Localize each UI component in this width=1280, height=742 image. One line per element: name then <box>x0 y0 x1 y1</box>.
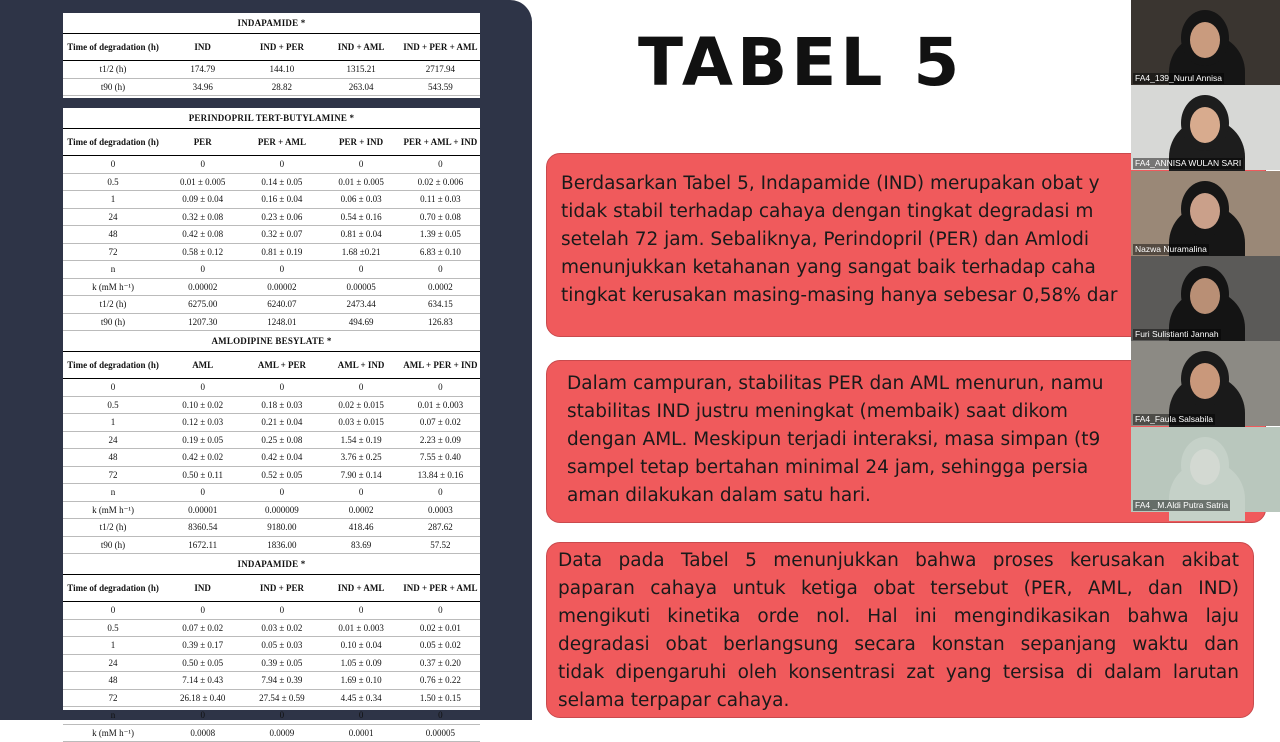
table-header-row <box>63 129 480 156</box>
table-row <box>63 414 480 432</box>
table-cell: 1672.11 <box>163 536 242 554</box>
table-cell: 287.62 <box>401 519 480 537</box>
table-cell: n <box>63 261 163 279</box>
table-row <box>63 672 480 690</box>
table-cell: 0 <box>322 379 401 397</box>
table-cell: 0 <box>242 261 321 279</box>
table-cell: 0.02 ± 0.006 <box>401 173 480 191</box>
table-cell: 0 <box>163 156 242 174</box>
table-cell: 0.52 ± 0.05 <box>242 466 321 484</box>
table-column-header: AML + IND <box>322 352 401 379</box>
table-row <box>63 208 480 226</box>
table-cell: 0.54 ± 0.16 <box>322 208 401 226</box>
text-line: menunjukkan ketahanan yang sangat baik terhadap caha <box>561 257 1096 278</box>
table-cell: 2473.44 <box>322 296 401 314</box>
table-cell: 6275.00 <box>163 296 242 314</box>
table-cell: 8360.54 <box>163 519 242 537</box>
table-cell: 1.54 ± 0.19 <box>322 431 401 449</box>
table-cell: 0.16 ± 0.04 <box>242 191 321 209</box>
text-line: Data pada Tabel 5 menunjukkan bahwa proses kerusakan akibat <box>558 550 1239 571</box>
table-cell: 0 <box>163 602 242 620</box>
table-row <box>63 61 480 79</box>
table-cell: 0 <box>401 156 480 174</box>
table-cell: 83.69 <box>322 536 401 554</box>
table-cell: 0 <box>242 379 321 397</box>
table-cell: 7.55 ± 0.40 <box>401 449 480 467</box>
table-cell: 1.39 ± 0.05 <box>401 226 480 244</box>
table-column-header: IND + PER <box>242 34 321 61</box>
text-line: setelah 72 jam. Sebaliknya, Perindopril (PER) dan Amlodi <box>561 229 1090 250</box>
table-cell: 126.83 <box>401 313 480 331</box>
table-cell: 0.32 ± 0.08 <box>163 208 242 226</box>
table-cell: 0.0009 <box>242 724 321 742</box>
table-cell: 0.58 ± 0.12 <box>163 243 242 261</box>
text-line: dengan AML. Meskipun terjadi interaksi, masa simpan (t9 <box>567 429 1101 450</box>
table-cell: 0.02 ± 0.015 <box>322 396 401 414</box>
table-row <box>63 173 480 191</box>
table-column-header: IND + AML <box>322 575 401 602</box>
text-line: aman dilakukan dalam satu hari. <box>567 485 871 506</box>
table-column-header: Time of degradation (h) <box>63 129 163 156</box>
text-line: tidak dipengaruhi oleh konsentrasi zat yang tersisa di dalam larutan <box>558 662 1239 683</box>
table-cell: t1/2 (h) <box>63 519 163 537</box>
table-cell: 27.54 ± 0.59 <box>242 689 321 707</box>
table-row <box>63 431 480 449</box>
text-line: paparan cahaya untuk ketiga obat tersebut (PER, AML, dan IND) <box>558 578 1239 599</box>
table-column-header: IND <box>163 575 242 602</box>
table-cell: 0.25 ± 0.08 <box>242 431 321 449</box>
table-cell: t1/2 (h) <box>63 61 163 79</box>
table-cell: 0 <box>401 707 480 725</box>
table-cell: 0.00002 <box>242 278 321 296</box>
table-cell: 48 <box>63 672 163 690</box>
table-cell: 0 <box>401 379 480 397</box>
table-cell: 0 <box>322 156 401 174</box>
table-column-header: AML + PER <box>242 352 321 379</box>
text-line: selama terpapar cahaya. <box>558 690 790 711</box>
table-indapamide-summary <box>63 13 480 98</box>
table-cell: 418.46 <box>322 519 401 537</box>
table-column-header: IND + AML <box>322 34 401 61</box>
table-cell: 0 <box>163 261 242 279</box>
text-box-zero-order-kinetics <box>546 542 1254 718</box>
table-cell: 543.59 <box>401 78 480 96</box>
table-column-header: PER + AML <box>242 129 321 156</box>
table-section-title-row <box>63 331 480 352</box>
participant-tile[interactable] <box>1131 256 1280 341</box>
table-cell: n <box>63 707 163 725</box>
participant-name-label: FA4_Faula Salsabila <box>1135 414 1213 425</box>
table-section-title-row <box>63 108 480 129</box>
table-cell: 0 <box>242 602 321 620</box>
text-line: mengikuti kinetika orde nol. Hal ini mengindikasikan bahwa laju <box>558 606 1239 627</box>
table-cell: 0.01 ± 0.003 <box>401 396 480 414</box>
table-section-title: INDAPAMIDE * <box>63 554 480 575</box>
table-column-header: IND + PER <box>242 575 321 602</box>
table-cell: 0.70 ± 0.08 <box>401 208 480 226</box>
table-cell: 0.01 ± 0.003 <box>322 619 401 637</box>
participant-name-label: Nazwa Nuramalina <box>1135 243 1207 254</box>
table-row <box>63 243 480 261</box>
table-row <box>63 313 480 331</box>
slide-title: TABEL 5 <box>638 24 964 101</box>
table-cell: 1207.30 <box>163 313 242 331</box>
table-row <box>63 501 480 519</box>
table-cell: 0.21 ± 0.04 <box>242 414 321 432</box>
table-row <box>63 278 480 296</box>
table-cell: 0.03 ± 0.015 <box>322 414 401 432</box>
table-cell: 0.50 ± 0.11 <box>163 466 242 484</box>
table-row <box>63 156 480 174</box>
table-cell: 13.84 ± 0.16 <box>401 466 480 484</box>
table-cell: 0 <box>322 602 401 620</box>
table-row <box>63 261 480 279</box>
table-cell: 9180.00 <box>242 519 321 537</box>
table-cell: t90 (h) <box>63 536 163 554</box>
table-cell: 0 <box>401 484 480 502</box>
table-cell: 0 <box>163 484 242 502</box>
table-section-title-row <box>63 554 480 575</box>
table-cell: 0.5 <box>63 619 163 637</box>
table-cell: 0.01 ± 0.005 <box>163 173 242 191</box>
table-cell: 2.23 ± 0.09 <box>401 431 480 449</box>
table-cell: k (mM h⁻¹) <box>63 501 163 519</box>
table-cell: 0.05 ± 0.03 <box>242 637 321 655</box>
text-line: tingkat kerusakan masing-masing hanya sebesar 0,58% dar <box>561 285 1118 306</box>
table-cell: 3.76 ± 0.25 <box>322 449 401 467</box>
table-cell: 0.000009 <box>242 501 321 519</box>
table-cell: 0.76 ± 0.22 <box>401 672 480 690</box>
table-row <box>63 707 480 725</box>
table-cell: n <box>63 484 163 502</box>
table-cell: 1315.21 <box>322 61 401 79</box>
participant-tile[interactable] <box>1131 171 1280 256</box>
table-cell: 144.10 <box>242 61 321 79</box>
table-row <box>63 396 480 414</box>
table-row <box>63 602 480 620</box>
table-row <box>63 637 480 655</box>
participant-tile[interactable] <box>1131 85 1280 170</box>
table-cell: 634.15 <box>401 296 480 314</box>
participant-name-label: Furi Sulistianti Jannah <box>1135 328 1219 339</box>
table-cell: 0 <box>63 379 163 397</box>
table-column-header: PER + AML + IND <box>401 129 480 156</box>
table-cell: 2717.94 <box>401 61 480 79</box>
table-section-title: INDAPAMIDE * <box>63 13 480 34</box>
table-cell: 0 <box>322 707 401 725</box>
table-cell: 57.52 <box>401 536 480 554</box>
table-cell: 0.07 ± 0.02 <box>163 619 242 637</box>
table-row <box>63 536 480 554</box>
table-cell: 24 <box>63 431 163 449</box>
table-degradation-main <box>63 108 480 738</box>
table-cell: 6240.07 <box>242 296 321 314</box>
table-column-header: IND <box>163 34 242 61</box>
table-cell: 0.00005 <box>322 278 401 296</box>
table-cell: 0.42 ± 0.04 <box>242 449 321 467</box>
table-cell: 72 <box>63 466 163 484</box>
table-cell: 0.00005 <box>401 724 480 742</box>
table-cell: 1 <box>63 414 163 432</box>
table-top <box>63 13 480 96</box>
table-cell: 0 <box>63 156 163 174</box>
table-cell: 0.18 ± 0.03 <box>242 396 321 414</box>
table-cell: 0.07 ± 0.02 <box>401 414 480 432</box>
table-cell: 0 <box>322 484 401 502</box>
table-cell: 0 <box>242 156 321 174</box>
table-cell: 48 <box>63 226 163 244</box>
table-section-title: AMLODIPINE BESYLATE * <box>63 331 480 352</box>
table-cell: 0.0002 <box>322 501 401 519</box>
table-cell: 0.09 ± 0.04 <box>163 191 242 209</box>
table-cell: 0 <box>163 707 242 725</box>
table-cell: t90 (h) <box>63 313 163 331</box>
participant-name-label: FA4_ANNISA WULAN SARI <box>1135 158 1242 169</box>
table-header-row <box>63 352 480 379</box>
table-cell: 1836.00 <box>242 536 321 554</box>
table-cell: 0.00001 <box>163 501 242 519</box>
participant-tile[interactable] <box>1131 0 1280 85</box>
table-cell: 0.5 <box>63 396 163 414</box>
table-section-title-row <box>63 13 480 34</box>
table-column-header: PER <box>163 129 242 156</box>
table-cell: 0.00002 <box>163 278 242 296</box>
table-row <box>63 724 480 742</box>
table-column-header: AML <box>163 352 242 379</box>
table-header-row <box>63 575 480 602</box>
table-cell: 24 <box>63 654 163 672</box>
participant-tile[interactable] <box>1131 341 1280 426</box>
table-cell: 1.69 ± 0.10 <box>322 672 401 690</box>
table-cell: 0.37 ± 0.20 <box>401 654 480 672</box>
table-cell: 0.10 ± 0.02 <box>163 396 242 414</box>
table-column-header: Time of degradation (h) <box>63 352 163 379</box>
table-cell: 263.04 <box>322 78 401 96</box>
text-line: degradasi obat berlangsung secara konstan sepanjang waktu dan <box>558 634 1239 655</box>
table-cell: 0.50 ± 0.05 <box>163 654 242 672</box>
table-column-header: PER + IND <box>322 129 401 156</box>
table-cell: 1.50 ± 0.15 <box>401 689 480 707</box>
table-cell: 24 <box>63 208 163 226</box>
table-cell: 0.5 <box>63 173 163 191</box>
table-cell: 0.10 ± 0.04 <box>322 637 401 655</box>
table-cell: 0 <box>163 379 242 397</box>
table-cell: 0 <box>401 602 480 620</box>
table-cell: 494.69 <box>322 313 401 331</box>
table-cell: 0 <box>401 261 480 279</box>
table-cell: 0.01 ± 0.005 <box>322 173 401 191</box>
table-row <box>63 191 480 209</box>
table-row <box>63 379 480 397</box>
table-cell: 7.14 ± 0.43 <box>163 672 242 690</box>
table-row <box>63 484 480 502</box>
table-cell: 0.42 ± 0.02 <box>163 449 242 467</box>
table-cell: 0.11 ± 0.03 <box>401 191 480 209</box>
table-cell: 34.96 <box>163 78 242 96</box>
table-cell: 0.39 ± 0.05 <box>242 654 321 672</box>
table-cell: 26.18 ± 0.40 <box>163 689 242 707</box>
table-section-title: PERINDOPRIL TERT-BUTYLAMINE * <box>63 108 480 129</box>
table-cell: 1 <box>63 191 163 209</box>
table-cell: 0.0003 <box>401 501 480 519</box>
table-cell: 0.32 ± 0.07 <box>242 226 321 244</box>
table-cell: 48 <box>63 449 163 467</box>
table-cell: 72 <box>63 243 163 261</box>
table-cell: 0 <box>322 261 401 279</box>
table-cell: 0.42 ± 0.08 <box>163 226 242 244</box>
table-row <box>63 654 480 672</box>
video-participant-strip <box>1131 0 1280 512</box>
text-line: tidak stabil terhadap cahaya dengan tingkat degradasi m <box>561 201 1094 222</box>
table-cell: k (mM h⁻¹) <box>63 278 163 296</box>
table-cell: 6.83 ± 0.10 <box>401 243 480 261</box>
participant-name-label: FA4_139_Nurul Annisa <box>1135 73 1222 83</box>
table-cell: 7.94 ± 0.39 <box>242 672 321 690</box>
table-cell: 72 <box>63 689 163 707</box>
table-cell: 0 <box>242 484 321 502</box>
table-cell: 0.81 ± 0.04 <box>322 226 401 244</box>
table-row <box>63 449 480 467</box>
text-line: sampel tetap bertahan minimal 24 jam, sehingga persia <box>567 457 1089 478</box>
table-row <box>63 689 480 707</box>
table-column-header: AML + PER + IND <box>401 352 480 379</box>
table-row <box>63 296 480 314</box>
participant-name-label: FA4 _M.Aldi Putra Satria <box>1135 499 1229 510</box>
table-cell: 7.90 ± 0.14 <box>322 466 401 484</box>
table-cell: 0.0008 <box>163 724 242 742</box>
table-cell: 0.39 ± 0.17 <box>163 637 242 655</box>
table-column-header: Time of degradation (h) <box>63 575 163 602</box>
table-cell: 0.12 ± 0.03 <box>163 414 242 432</box>
table-row <box>63 226 480 244</box>
table-cell: 0.03 ± 0.02 <box>242 619 321 637</box>
text-line: Berdasarkan Tabel 5, Indapamide (IND) merupakan obat y <box>561 173 1100 194</box>
table-cell: 1 <box>63 637 163 655</box>
table-cell: 28.82 <box>242 78 321 96</box>
table-cell: 0.23 ± 0.06 <box>242 208 321 226</box>
table-cell: 1248.01 <box>242 313 321 331</box>
table-cell: 0 <box>242 707 321 725</box>
table-row <box>63 466 480 484</box>
participant-tile[interactable] <box>1131 427 1280 512</box>
table-cell: 0 <box>63 602 163 620</box>
table-cell: 0.19 ± 0.05 <box>163 431 242 449</box>
table-cell: 0.0001 <box>322 724 401 742</box>
table-row <box>63 619 480 637</box>
table-cell: t1/2 (h) <box>63 296 163 314</box>
table-cell: t90 (h) <box>63 78 163 96</box>
table-cell: 0.14 ± 0.05 <box>242 173 321 191</box>
table-header-row <box>63 34 480 61</box>
table-cell: 0.81 ± 0.19 <box>242 243 321 261</box>
table-cell: 0.02 ± 0.01 <box>401 619 480 637</box>
table-cell: 1.68 ±0.21 <box>322 243 401 261</box>
table-column-header: IND + PER + AML <box>401 575 480 602</box>
table-column-header: IND + PER + AML <box>401 34 480 61</box>
table-cell: 4.45 ± 0.34 <box>322 689 401 707</box>
table-cell: 0.06 ± 0.03 <box>322 191 401 209</box>
table-column-header: Time of degradation (h) <box>63 34 163 61</box>
table-cell: 174.79 <box>163 61 242 79</box>
table-cell: 1.05 ± 0.09 <box>322 654 401 672</box>
text-line: Dalam campuran, stabilitas PER dan AML menurun, namu <box>567 373 1104 394</box>
text-line: stabilitas IND justru meningkat (membaik) saat dikom <box>567 401 1068 422</box>
table-main <box>63 108 480 742</box>
table-cell: 0.05 ± 0.02 <box>401 637 480 655</box>
table-cell: 0.0002 <box>401 278 480 296</box>
table-cell: k (mM h⁻¹) <box>63 724 163 742</box>
table-row <box>63 78 480 96</box>
table-row <box>63 519 480 537</box>
